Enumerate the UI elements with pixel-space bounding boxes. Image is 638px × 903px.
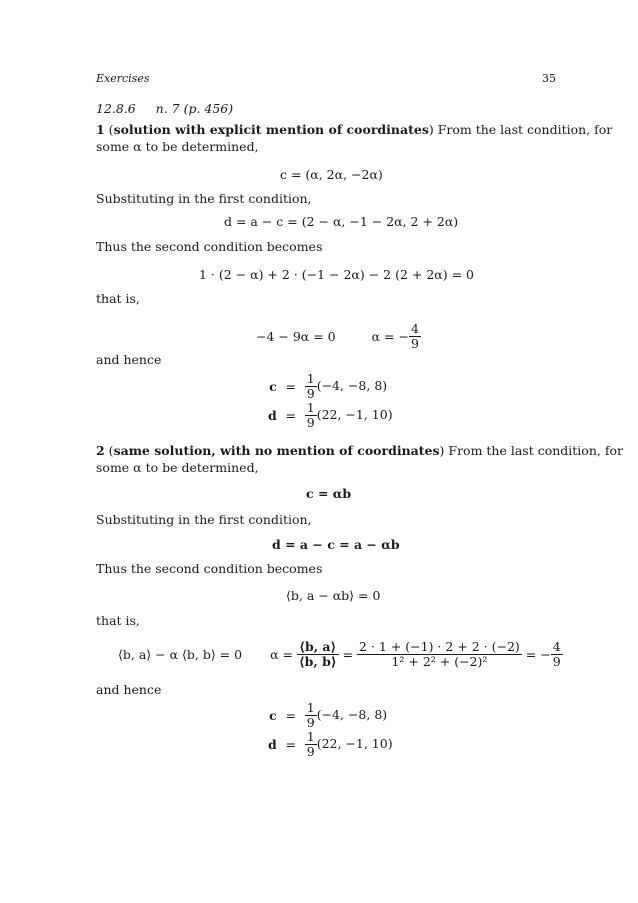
part2-substituting-text: Substituting in the first condition, [96, 512, 312, 527]
part2-linear-eq: ⟨b, a⟩ − α ⟨b, b⟩ = 0 [118, 646, 243, 662]
part2-frac3-numerator: 4 [552, 638, 561, 654]
part1-eq-c: c = (α, 2α, −2α) [280, 167, 383, 182]
part2-frac3-denominator: 9 [552, 653, 561, 669]
part1-result-c-vector: (−4, −8, 8) [316, 378, 388, 393]
part1-result-c-rhs [305, 372, 393, 401]
part2-frac1-denominator: ⟨b, b⟩ [298, 653, 337, 669]
part1-result-d-eq: = [285, 408, 296, 423]
part2-result-d-den: 9 [306, 744, 315, 759]
part1-intro-rest: ) From the last condition, for [428, 122, 613, 137]
part2-result-c-vector: (−4, −8, 8) [316, 707, 388, 722]
part1-result-c-fraction [305, 372, 317, 401]
part2-result-d-fraction [305, 730, 317, 759]
page-number: 35 [542, 72, 556, 85]
part1-eq-linear [256, 318, 421, 354]
part2-eq-c: c = αb [306, 486, 352, 501]
part2-result-c-num: 1 [306, 700, 315, 715]
part2-thus-text: Thus the second condition becomes [96, 561, 323, 576]
part1-result-d-fraction [305, 401, 317, 430]
part2-title: same solution, with no mention of coordinates [113, 443, 440, 458]
part2-intro-line2: some α to be determined, [96, 460, 259, 475]
part2-result-c-fraction [305, 701, 317, 730]
part1-alpha-numerator: 4 [410, 320, 419, 336]
part2-results [268, 701, 393, 759]
part1-title: solution with explicit mention of coordinates [113, 122, 429, 137]
part2-alpha-fraction-inner [297, 640, 339, 669]
exercise-reference: n. 7 (p. 456) [155, 101, 234, 116]
part1-result-d-num: 1 [306, 400, 315, 415]
part2-result-d-vector: (22, −1, 10) [316, 736, 393, 751]
part1-result-d-den: 9 [306, 415, 315, 430]
part2-result-d-lhs: d [268, 737, 277, 752]
part1-eq-d: d = a − c = (2 − α, −1 − 2α, 2 + 2α) [224, 214, 459, 229]
part2-result-d-eq: = [285, 737, 296, 752]
part2-eq-condition: ⟨b, a − αb⟩ = 0 [286, 588, 381, 603]
part2-eq-d: d = a − c = a − αb [272, 537, 400, 552]
part2-number: 2 [96, 443, 105, 458]
part2-intro-rest: ) From the last condition, for [439, 443, 623, 458]
exercise-heading [96, 101, 233, 117]
part1-result-d-rhs [305, 401, 393, 430]
part2-alpha-lhs: α = [270, 646, 293, 662]
part1-number: 1 [96, 122, 105, 137]
part1-results [268, 372, 393, 430]
part2-result-c-den: 9 [306, 715, 315, 730]
part2-frac2-numerator: 2 · 1 + (−1) · 2 + 2 · (−2) [359, 638, 520, 654]
part1-alpha-denominator: 9 [410, 335, 419, 351]
part2-result-c-eq: = [285, 708, 296, 723]
part1-linear-eq: −4 − 9α = 0 [256, 328, 336, 344]
part2-that-is: that is, [96, 613, 140, 628]
part1-result-c-lhs: c [269, 379, 277, 394]
part2-intro-line1: 2 (same solution, with no mention of coordinates) From the last condition, for [96, 443, 623, 458]
part1-thus-text: Thus the second condition becomes [96, 239, 323, 254]
part1-result-d-vector: (22, −1, 10) [316, 407, 393, 422]
running-header-title: Exercises [96, 72, 150, 85]
part1-that-is: that is, [96, 291, 140, 306]
part2-alpha-fraction-numeric [357, 640, 522, 669]
part1-substituting-text: Substituting in the first condition, [96, 191, 312, 206]
section-number: 12.8.6 [96, 101, 136, 116]
part2-eq-sign: = [342, 646, 354, 662]
part1-intro-line1: 1 (solution with explicit mention of coordinates) From the last condition, for [96, 122, 613, 137]
part1-alpha-fraction [409, 322, 421, 351]
part1-result-c-den: 9 [306, 386, 315, 401]
part1-intro-line2: some α to be determined, [96, 139, 259, 154]
part2-result-d-rhs [305, 730, 393, 759]
part1-result-d-lhs: d [268, 408, 277, 423]
part2-result-d-num: 1 [306, 729, 315, 744]
part2-hence: and hence [96, 682, 162, 697]
part1-alpha-lhs: α = − [371, 328, 409, 344]
part1-eq-condition: 1 · (2 − α) + 2 · (−1 − 2α) − 2 (2 + 2α) = 0 [199, 267, 474, 282]
part2-alpha-fraction-result [551, 640, 563, 669]
part2-frac2-denominator: 1² + 2² + (−2)² [357, 654, 522, 669]
part1-result-c-num: 1 [306, 371, 315, 386]
part1-hence: and hence [96, 352, 162, 367]
part2-frac1-numerator: ⟨b, a⟩ [299, 638, 337, 654]
part1-result-c-eq: = [285, 379, 296, 394]
part2-eq-linear [118, 632, 563, 676]
part2-eq-sign2: = − [525, 646, 551, 662]
part2-result-c-rhs [305, 701, 393, 730]
part2-result-c-lhs: c [269, 708, 277, 723]
